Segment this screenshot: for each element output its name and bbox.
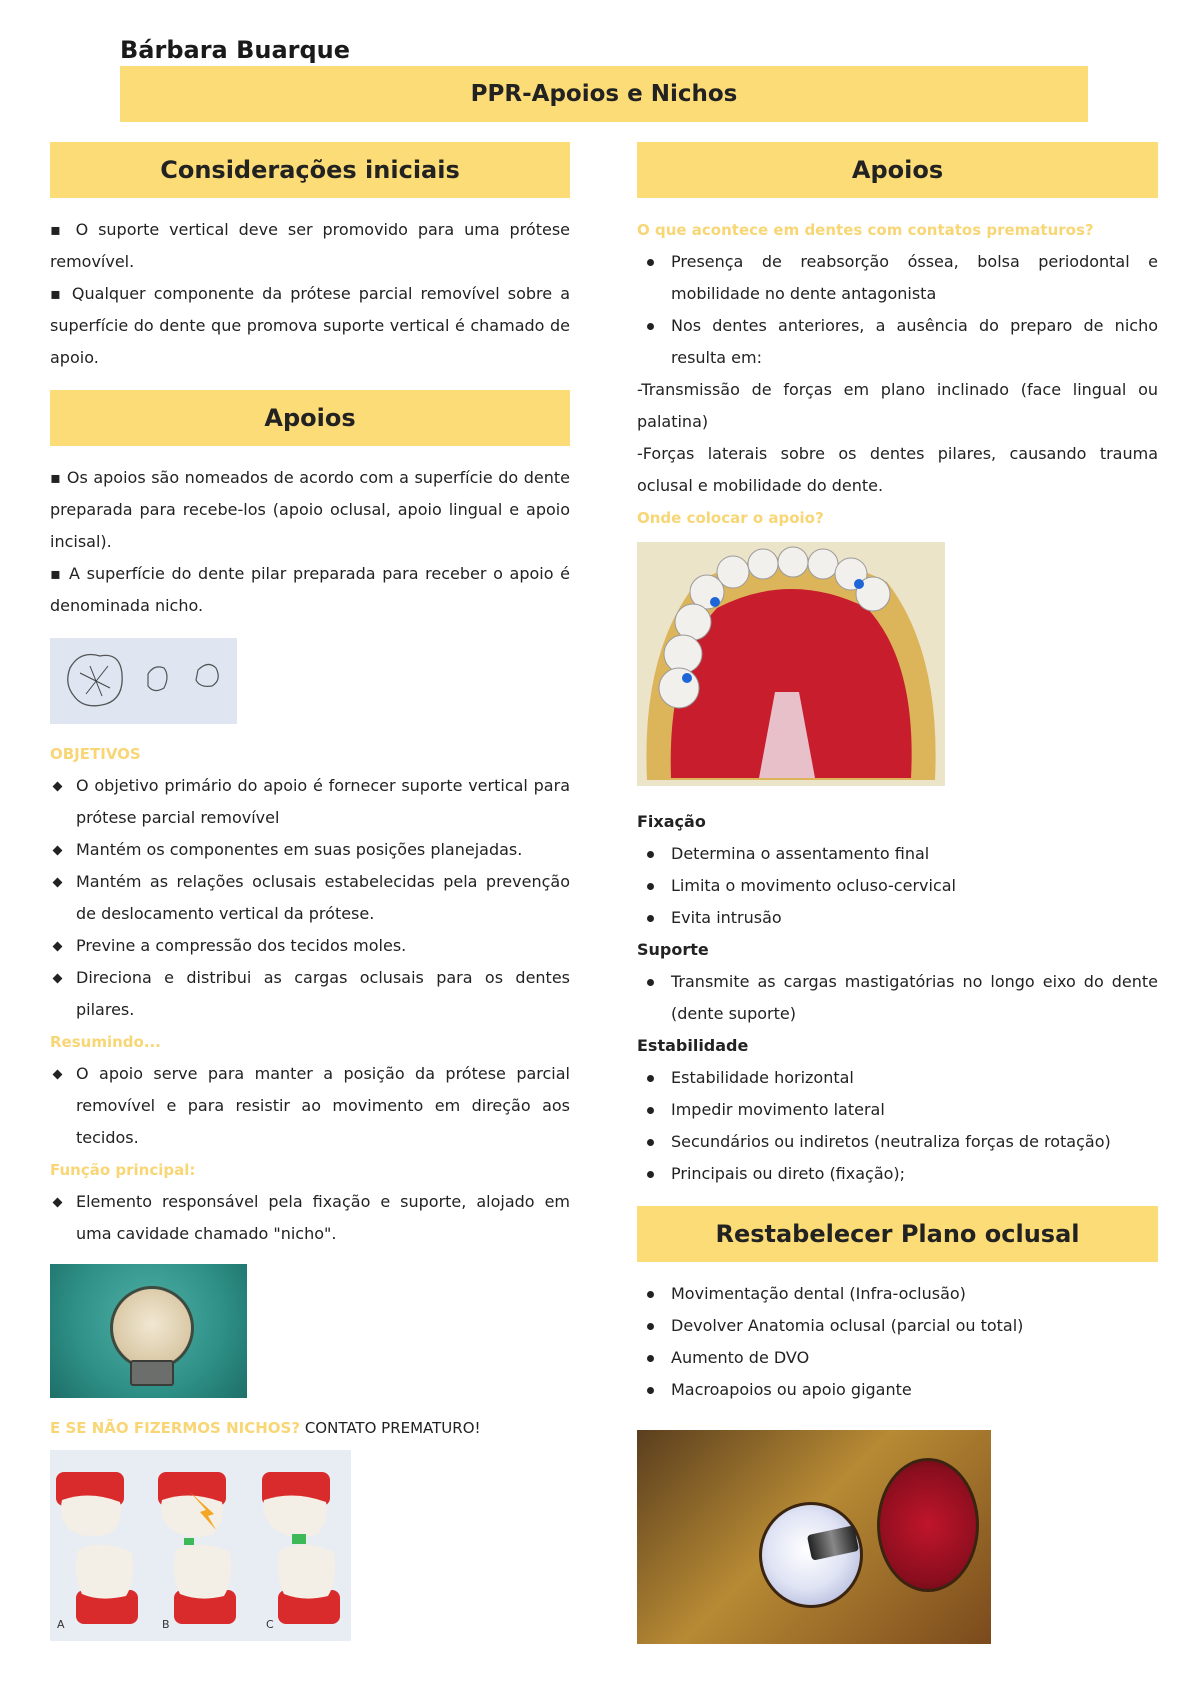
list-item: Estabilidade horizontal xyxy=(637,1062,1158,1094)
paragraph: ▪ Os apoios são nomeados de acordo com a superfície do dente preparada para recebe-los (apoio oclusal, apoio lingual e apoio incisal). xyxy=(50,468,570,551)
subheading-estabilidade: Estabilidade xyxy=(637,1036,749,1055)
author-name: Bárbara Buarque xyxy=(120,36,351,64)
tooth-crown-shape xyxy=(110,1286,194,1370)
list-item: Mantém os componentes em suas posições planejadas. xyxy=(50,834,570,866)
paragraph: -Forças laterais sobre os dentes pilares, causando trauma oclusal e mobilidade do dente. xyxy=(637,444,1158,495)
list-item: Devolver Anatomia oclusal (parcial ou total) xyxy=(637,1310,1158,1342)
suporte-list xyxy=(637,966,1158,1030)
subheading-fixacao: Fixação xyxy=(637,812,706,831)
tooth-sketch-image xyxy=(50,638,237,724)
list-item: Transmite as cargas mastigatórias no longo eixo do dente (dente suporte) xyxy=(637,966,1158,1030)
list-item: Direciona e distribui as cargas oclusais para os dentes pilares. xyxy=(50,962,570,1026)
list-item: Elemento responsável pela fixação e suporte, alojado em uma cavidade chamado "nicho". xyxy=(50,1186,570,1250)
list-item: Movimentação dental (Infra-oclusão) xyxy=(637,1278,1158,1310)
section-heading-apoios: Apoios xyxy=(50,390,570,446)
paragraph: ▪ Qualquer componente da prótese parcial removível sobre a superfície do dente que promova suporte vertical é chamado de apoio. xyxy=(50,284,570,367)
list-item: Macroapoios ou apoio gigante xyxy=(637,1374,1158,1406)
premature-contact-drawing xyxy=(50,1450,351,1641)
list-item: Limita o movimento ocluso-cervical xyxy=(637,870,1158,902)
dental-arch-photo xyxy=(637,542,945,786)
rest-metal-shape xyxy=(130,1360,174,1386)
list-item: Mantém as relações oclusais estabelecidas pela prevenção de deslocamento vertical da prótese. xyxy=(50,866,570,930)
prepared-cavity-shape xyxy=(877,1458,979,1592)
figure-label-a: A xyxy=(57,1618,65,1631)
list-item: O apoio serve para manter a posição da prótese parcial removível e para resistir ao movimento em direção aos tecidos. xyxy=(50,1058,570,1154)
list-item: Evita intrusão xyxy=(637,902,1158,934)
list-item: O objetivo primário do apoio é fornecer suporte vertical para prótese parcial removível xyxy=(50,770,570,834)
figure-label-c: C xyxy=(266,1618,274,1631)
nichos-answer: CONTATO PREMATURO! xyxy=(300,1419,481,1437)
paragraph: -Transmissão de forças em plano inclinado (face lingual ou palatina) xyxy=(637,380,1158,431)
left-column xyxy=(50,142,570,1641)
macroapoio-photo xyxy=(637,1430,991,1644)
estabilidade-list xyxy=(637,1062,1158,1190)
dental-arch-drawing xyxy=(637,542,945,786)
section-heading-plano-oclusal: Restabelecer Plano oclusal xyxy=(637,1206,1158,1262)
nichos-question: E SE NÃO FIZERMOS NICHOS? xyxy=(50,1419,301,1437)
fixacao-list xyxy=(637,838,1158,934)
list-item: Presença de reabsorção óssea, bolsa periodontal e mobilidade no dente antagonista xyxy=(637,246,1158,310)
tooth-sketch-drawing xyxy=(50,638,237,724)
subheading-funcao: Função principal: xyxy=(50,1161,196,1179)
plano-list xyxy=(637,1278,1158,1406)
nichos-question-line xyxy=(50,1414,570,1442)
premature-contact-illustration xyxy=(50,1450,351,1641)
list-item: Determina o assentamento final xyxy=(637,838,1158,870)
paragraph: ▪ O suporte vertical deve ser promovido para uma prótese removível. xyxy=(50,220,570,271)
contatos-list xyxy=(637,246,1158,374)
figure-label-b: B xyxy=(162,1618,170,1631)
objetivos-list xyxy=(50,770,570,1026)
right-column xyxy=(637,142,1158,1644)
subheading-resumindo: Resumindo... xyxy=(50,1033,161,1051)
list-item: Previne a compressão dos tecidos moles. xyxy=(50,930,570,962)
subheading-suporte: Suporte xyxy=(637,940,709,959)
list-item: Principais ou direto (fixação); xyxy=(637,1158,1158,1190)
nicho-tooth-photo xyxy=(50,1264,247,1398)
subheading-question2: Onde colocar o apoio? xyxy=(637,509,824,527)
subheading-question1: O que acontece em dentes com contatos prematuros? xyxy=(637,221,1094,239)
paragraph: ▪ A superfície do dente pilar preparada para receber o apoio é denominada nicho. xyxy=(50,564,570,615)
section-heading-apoios-right: Apoios xyxy=(637,142,1158,198)
list-item: Impedir movimento lateral xyxy=(637,1094,1158,1126)
page-title: PPR-Apoios e Nichos xyxy=(120,66,1088,122)
resumindo-list xyxy=(50,1058,570,1154)
list-item: Nos dentes anteriores, a ausência do preparo de nicho resulta em: xyxy=(637,310,1158,374)
section-heading-consideracoes: Considerações iniciais xyxy=(50,142,570,198)
subheading-objetivos: OBJETIVOS xyxy=(50,745,141,763)
funcao-list xyxy=(50,1186,570,1250)
list-item: Aumento de DVO xyxy=(637,1342,1158,1374)
list-item: Secundários ou indiretos (neutraliza forças de rotação) xyxy=(637,1126,1158,1158)
